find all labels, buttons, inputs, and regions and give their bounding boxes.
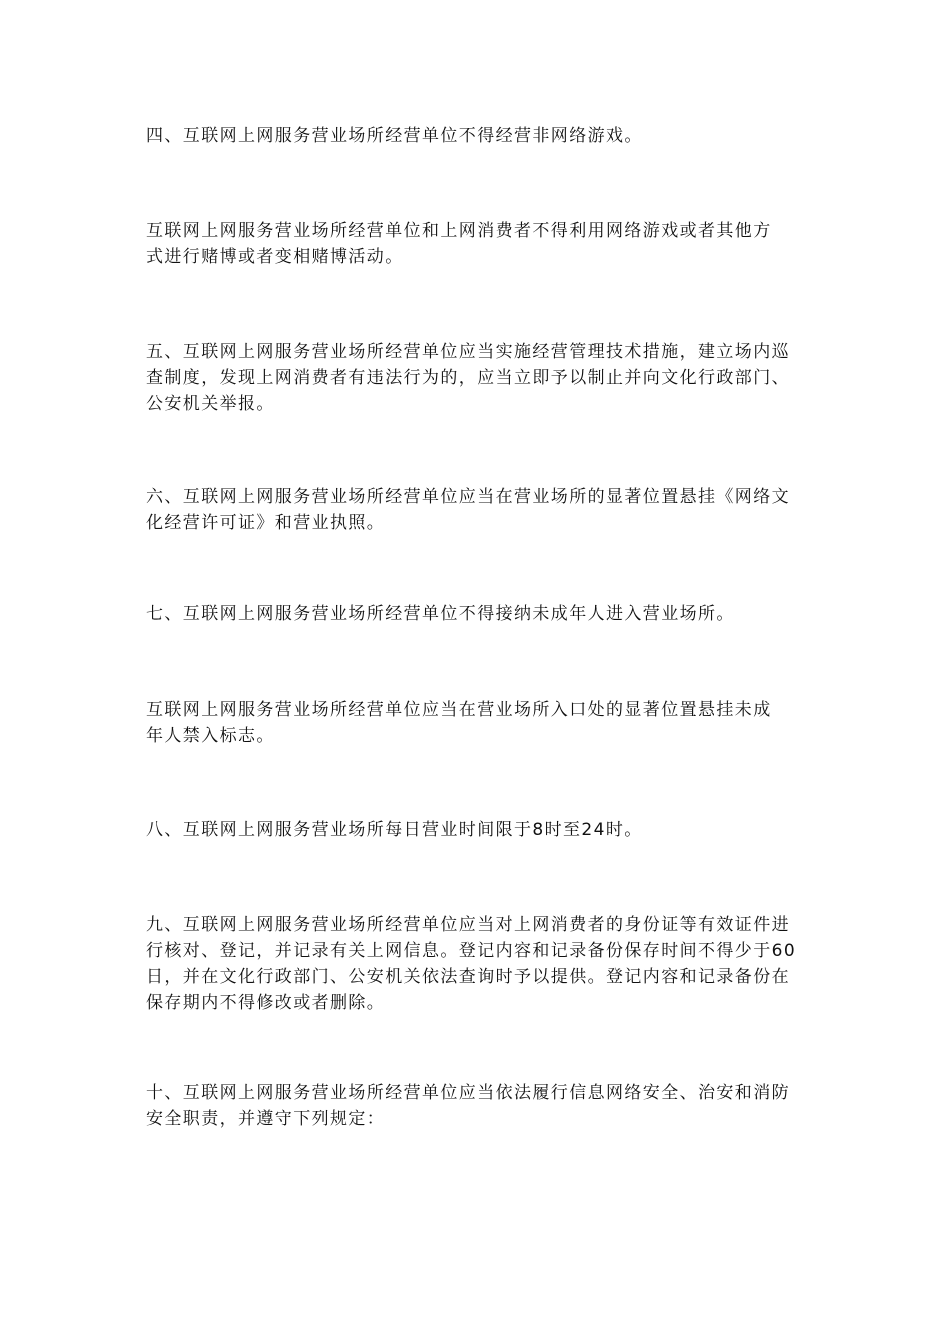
paragraph-line: 四、互联网上网服务营业场所经营单位不得经营非网络游戏。 (146, 126, 643, 146)
paragraph-rule-ten (146, 1080, 811, 1132)
paragraph-line: 安全职责，并遵守下列规定： (146, 1109, 386, 1129)
paragraph-line: 互联网上网服务营业场所经营单位应当在营业场所入口处的显著位置悬挂未成 (146, 700, 772, 720)
paragraph-line: 式进行赌博或者变相赌博活动。 (146, 247, 404, 267)
paragraph-line: 七、互联网上网服务营业场所经营单位不得接纳未成年人进入营业场所。 (146, 604, 735, 624)
paragraph-line: 行核对、登记，并记录有关上网信息。登记内容和记录备份保存时间不得少于60 (146, 941, 797, 961)
paragraph-rule-nine (146, 912, 811, 1016)
paragraph-line: 互联网上网服务营业场所经营单位和上网消费者不得利用网络游戏或者其他方 (146, 221, 772, 241)
paragraph-line: 九、互联网上网服务营业场所经营单位应当对上网消费者的身份证等有效证件进 (146, 915, 790, 935)
paragraph-line: 日，并在文化行政部门、公安机关依法查询时予以提供。登记内容和记录备份在 (146, 967, 790, 987)
paragraph-line: 八、互联网上网服务营业场所每日营业时间限于8时至24时。 (146, 820, 643, 840)
paragraph-rule-eight (146, 817, 811, 843)
paragraph-line: 五、互联网上网服务营业场所经营单位应当实施经营管理技术措施，建立场内巡 (146, 342, 790, 362)
paragraph-rule-six (146, 484, 811, 536)
paragraph-line: 六、互联网上网服务营业场所经营单位应当在营业场所的显著位置悬挂《网络文 (146, 487, 790, 507)
paragraph-rule-four (146, 123, 811, 149)
paragraph-line: 公安机关举报。 (146, 394, 275, 414)
paragraph-rule-seven (146, 601, 811, 627)
paragraph-minor-sign (146, 697, 811, 749)
paragraph-gambling-ban (146, 218, 811, 270)
paragraph-line: 查制度，发现上网消费者有违法行为的，应当立即予以制止并向文化行政部门、 (146, 368, 790, 388)
paragraph-rule-five (146, 339, 811, 417)
paragraph-line: 保存期内不得修改或者删除。 (146, 993, 386, 1013)
paragraph-line: 年人禁入标志。 (146, 726, 275, 746)
paragraph-line: 化经营许可证》和营业执照。 (146, 513, 386, 533)
paragraph-line: 十、互联网上网服务营业场所经营单位应当依法履行信息网络安全、治安和消防 (146, 1083, 790, 1103)
